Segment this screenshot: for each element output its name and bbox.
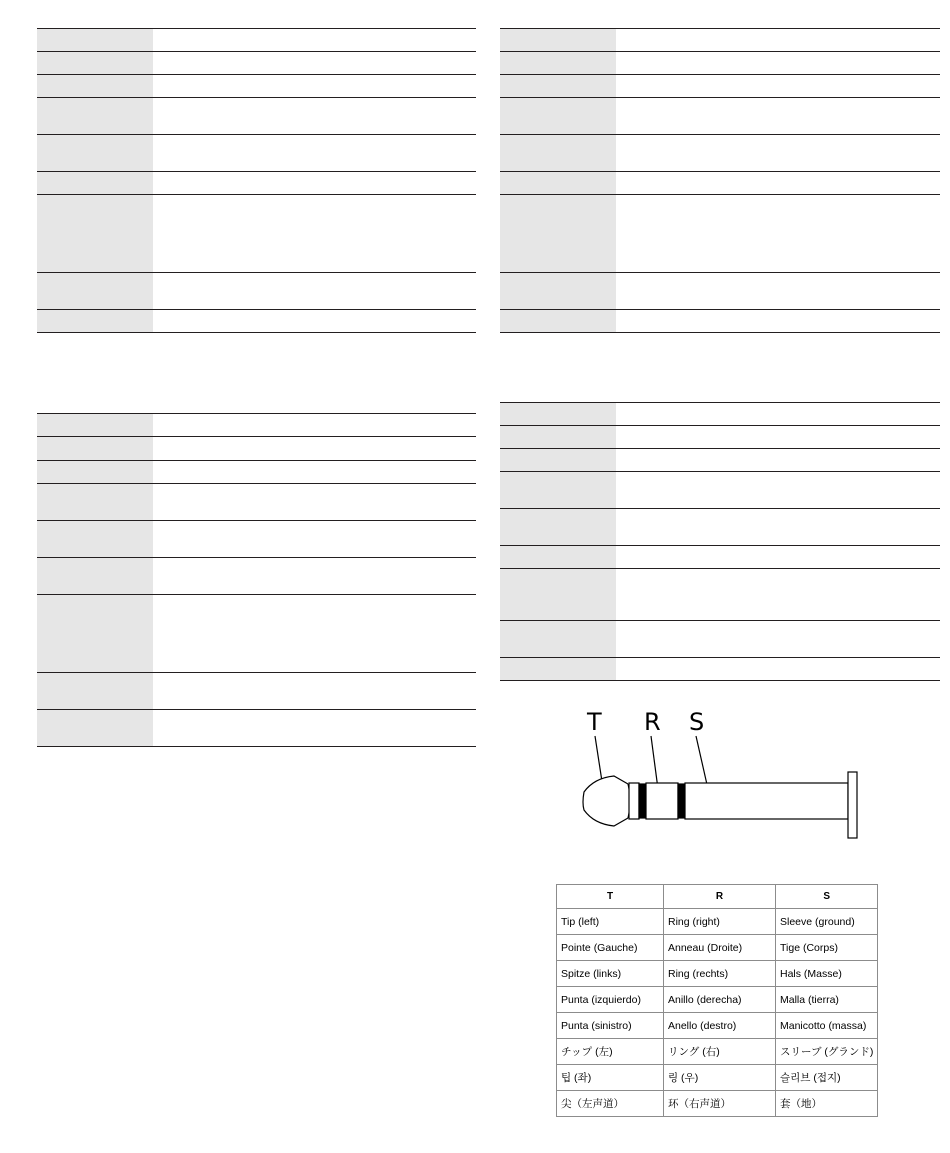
spec-table-bottom-left: [37, 413, 476, 747]
table-row: [37, 98, 476, 135]
table-row: [37, 521, 476, 558]
cell-sleeve: Manicotto (massa): [776, 1013, 878, 1039]
table-row: [37, 710, 476, 747]
row-label-cell: [37, 52, 153, 74]
row-label-cell: [500, 546, 616, 568]
row-value-cell: [153, 195, 476, 272]
row-label-cell: [500, 426, 616, 448]
row-label-cell: [500, 509, 616, 545]
row-label-cell: [500, 75, 616, 97]
row-label-cell: [37, 195, 153, 272]
row-value-cell: [153, 414, 476, 436]
row-value-cell: [616, 546, 940, 568]
ring-label: R: [644, 708, 661, 736]
table-row: [557, 1065, 878, 1091]
table-row: [557, 935, 878, 961]
table-row: [557, 1091, 878, 1117]
row-value-cell: [616, 195, 940, 272]
row-label-cell: [500, 98, 616, 134]
table-row: [500, 29, 940, 52]
cell-sleeve: 슬리브 (접지): [776, 1065, 878, 1091]
row-value-cell: [153, 52, 476, 74]
row-value-cell: [616, 403, 940, 425]
row-value-cell: [616, 135, 940, 171]
table-row: [557, 909, 878, 935]
row-label-cell: [37, 710, 153, 746]
row-value-cell: [153, 521, 476, 557]
cell-ring: Anneau (Droite): [664, 935, 776, 961]
table-row: [37, 414, 476, 437]
header-r: R: [664, 885, 776, 909]
cell-tip: Punta (izquierdo): [557, 987, 664, 1013]
table-row: [500, 98, 940, 135]
row-value-cell: [616, 75, 940, 97]
row-label-cell: [37, 29, 153, 51]
cell-ring: Anello (destro): [664, 1013, 776, 1039]
row-value-cell: [616, 569, 940, 620]
cell-ring: Anillo (derecha): [664, 987, 776, 1013]
row-value-cell: [153, 98, 476, 134]
table-row: [557, 987, 878, 1013]
row-label-cell: [37, 558, 153, 594]
row-value-cell: [616, 426, 940, 448]
table-row: [37, 437, 476, 461]
row-value-cell: [153, 484, 476, 520]
table-row: [37, 461, 476, 484]
cell-ring: Ring (rechts): [664, 961, 776, 987]
row-label-cell: [37, 135, 153, 171]
header-t: T: [557, 885, 664, 909]
sleeve-label: S: [689, 708, 705, 736]
row-label-cell: [37, 414, 153, 436]
row-value-cell: [616, 273, 940, 309]
table-row: [500, 546, 940, 569]
cell-tip: 팁 (좌): [557, 1065, 664, 1091]
table-row: [500, 52, 940, 75]
table-header-row: [557, 885, 878, 909]
cell-sleeve: スリーブ (グランド): [776, 1039, 878, 1065]
row-label-cell: [500, 172, 616, 194]
trs-translation-table: [556, 884, 878, 1117]
spec-table-top-left: [37, 28, 476, 333]
table-row: [500, 426, 940, 449]
table-row: [500, 509, 940, 546]
table-row: [500, 658, 940, 681]
cell-ring: Ring (right): [664, 909, 776, 935]
row-value-cell: [153, 273, 476, 309]
row-value-cell: [616, 29, 940, 51]
table-row: [500, 403, 940, 426]
table-row: [557, 1013, 878, 1039]
trs-jack-diagram: [570, 700, 870, 850]
cell-tip: Spitze (links): [557, 961, 664, 987]
table-row: [500, 310, 940, 333]
sleeve-leader-line: [696, 736, 708, 789]
row-label-cell: [37, 273, 153, 309]
row-label-cell: [500, 52, 616, 74]
jack-plug-icon: [583, 772, 857, 838]
row-label-cell: [500, 403, 616, 425]
row-value-cell: [616, 449, 940, 471]
row-value-cell: [616, 52, 940, 74]
table-row: [37, 273, 476, 310]
cell-tip: チップ (左): [557, 1039, 664, 1065]
table-row: [37, 135, 476, 172]
table-row: [500, 172, 940, 195]
row-value-cell: [153, 310, 476, 332]
table-row: [500, 472, 940, 509]
row-value-cell: [616, 172, 940, 194]
row-value-cell: [616, 310, 940, 332]
cell-ring: 링 (우): [664, 1065, 776, 1091]
tip-label: T: [587, 708, 602, 736]
row-value-cell: [153, 29, 476, 51]
row-value-cell: [616, 98, 940, 134]
row-value-cell: [153, 673, 476, 709]
row-label-cell: [37, 595, 153, 672]
spec-table-top-right: [500, 28, 940, 333]
row-value-cell: [616, 621, 940, 657]
row-value-cell: [153, 437, 476, 460]
table-row: [500, 135, 940, 172]
table-row: [37, 484, 476, 521]
row-label-cell: [37, 98, 153, 134]
spec-table-bottom-right: [500, 402, 940, 681]
table-row: [500, 569, 940, 621]
row-label-cell: [37, 673, 153, 709]
table-row: [557, 1039, 878, 1065]
row-value-cell: [616, 509, 940, 545]
cell-tip: Punta (sinistro): [557, 1013, 664, 1039]
row-label-cell: [500, 449, 616, 471]
row-value-cell: [153, 595, 476, 672]
row-value-cell: [616, 658, 940, 680]
row-label-cell: [37, 521, 153, 557]
cell-tip: Pointe (Gauche): [557, 935, 664, 961]
row-label-cell: [500, 472, 616, 508]
row-label-cell: [500, 135, 616, 171]
row-label-cell: [37, 484, 153, 520]
cell-sleeve: Hals (Masse): [776, 961, 878, 987]
cell-sleeve: Malla (tierra): [776, 987, 878, 1013]
row-value-cell: [153, 172, 476, 194]
table-row: [37, 172, 476, 195]
row-label-cell: [500, 658, 616, 680]
table-row: [500, 449, 940, 472]
cell-tip: Tip (left): [557, 909, 664, 935]
row-label-cell: [37, 437, 153, 460]
cell-sleeve: Sleeve (ground): [776, 909, 878, 935]
table-row: [37, 558, 476, 595]
table-row: [37, 673, 476, 710]
row-label-cell: [500, 310, 616, 332]
table-row: [37, 52, 476, 75]
row-label-cell: [500, 569, 616, 620]
table-row: [557, 961, 878, 987]
row-value-cell: [153, 135, 476, 171]
row-value-cell: [153, 558, 476, 594]
cell-sleeve: Tige (Corps): [776, 935, 878, 961]
row-value-cell: [153, 710, 476, 746]
ring-leader-line: [651, 736, 658, 789]
cell-sleeve: 套（地）: [776, 1091, 878, 1117]
table-row: [37, 75, 476, 98]
row-value-cell: [153, 75, 476, 97]
row-value-cell: [616, 472, 940, 508]
cell-tip: 尖（左声道）: [557, 1091, 664, 1117]
row-label-cell: [37, 461, 153, 483]
cell-ring: 环（右声道）: [664, 1091, 776, 1117]
table-row: [500, 195, 940, 273]
table-row: [500, 621, 940, 658]
table-row: [500, 75, 940, 98]
table-row: [37, 195, 476, 273]
cell-ring: リング (右): [664, 1039, 776, 1065]
table-row: [37, 595, 476, 673]
row-label-cell: [37, 75, 153, 97]
row-label-cell: [500, 195, 616, 272]
row-label-cell: [500, 29, 616, 51]
row-label-cell: [500, 273, 616, 309]
table-row: [37, 29, 476, 52]
row-label-cell: [37, 310, 153, 332]
row-label-cell: [500, 621, 616, 657]
row-label-cell: [37, 172, 153, 194]
table-row: [500, 273, 940, 310]
header-s: S: [776, 885, 878, 909]
row-value-cell: [153, 461, 476, 483]
table-row: [37, 310, 476, 333]
